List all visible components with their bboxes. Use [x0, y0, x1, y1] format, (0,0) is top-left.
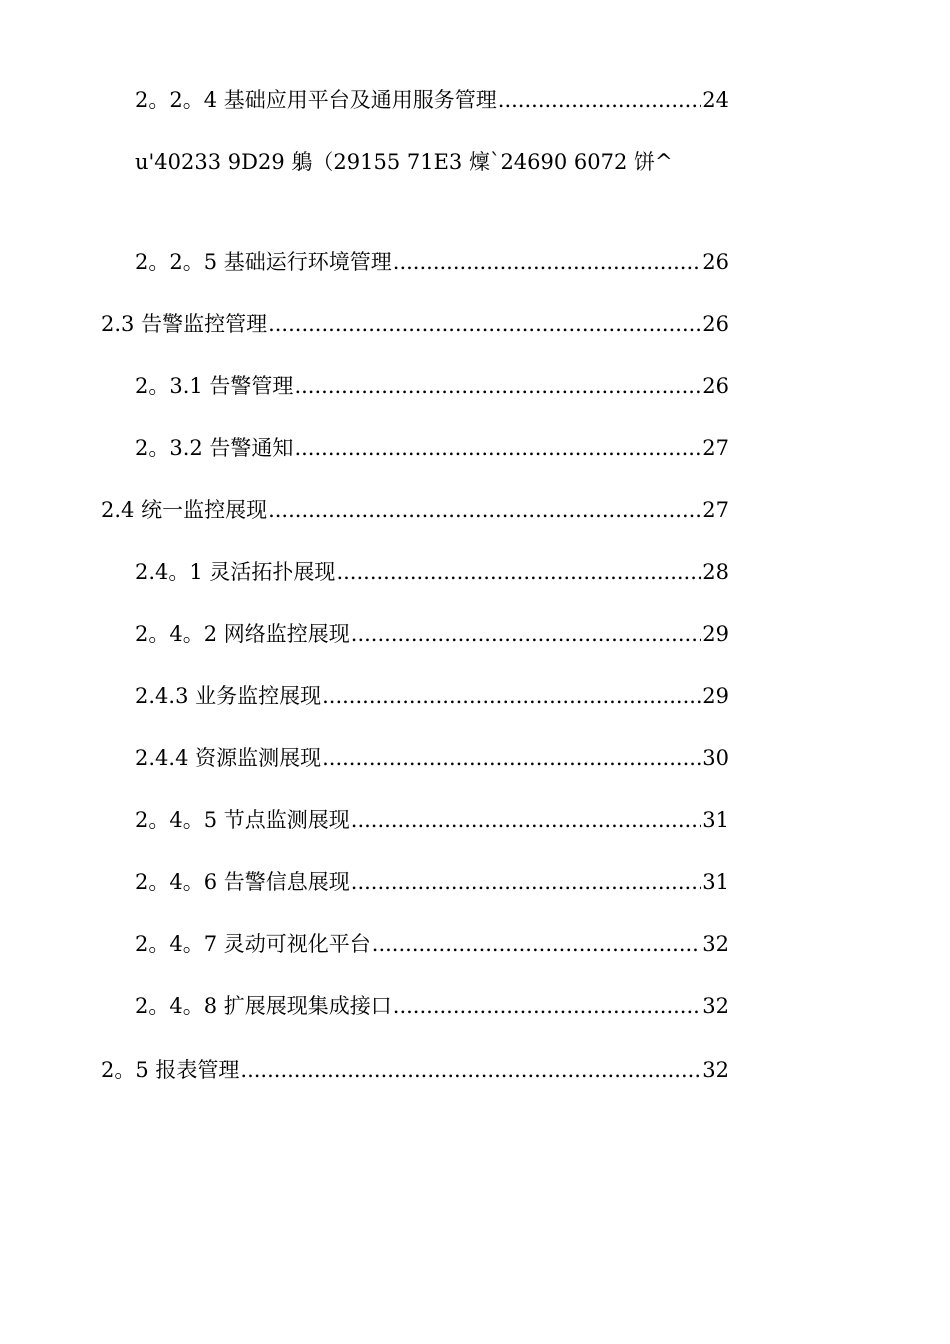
toc-dot-leader [498, 80, 702, 120]
toc-entry-label: 2。5 报表管理 [101, 1058, 240, 1082]
toc-entry-page: 29 [702, 684, 729, 708]
toc-line [0, 986, 950, 1026]
toc-entry-label: 2。4。6 告警信息展现 [135, 870, 350, 894]
toc-entry[interactable] [135, 242, 729, 282]
toc-entry-label: 2.3 告警监控管理 [101, 312, 268, 336]
toc-entry-page: 26 [702, 250, 729, 274]
toc-entry-page: 32 [702, 1058, 729, 1082]
toc-entry[interactable] [135, 428, 729, 468]
toc-line [0, 366, 950, 406]
toc-entry[interactable] [135, 924, 729, 964]
toc-entry-label: 2.4.4 资源监测展现 [135, 746, 322, 770]
toc-entry[interactable] [135, 986, 729, 1026]
toc-entry-page: 32 [702, 994, 729, 1018]
toc-line [0, 738, 950, 778]
toc-entry-label: 2。2。5 基础运行环境管理 [135, 250, 392, 274]
toc-line [0, 614, 950, 654]
toc-line [0, 1050, 950, 1090]
toc-entry-label: 2。2。4 基础应用平台及通用服务管理 [135, 88, 497, 112]
toc-entry-page: 27 [702, 436, 729, 460]
toc-entry-page: 30 [702, 746, 729, 770]
toc-entry[interactable] [135, 800, 729, 840]
toc-entry-page: 27 [702, 498, 729, 522]
toc-entry-label: 2。4。5 节点监测展现 [135, 808, 350, 832]
toc-entry[interactable] [135, 738, 729, 778]
toc-entry-label: 2。4。8 扩展展现集成接口 [135, 994, 392, 1018]
toc-dot-leader [351, 614, 702, 654]
toc-entry[interactable] [101, 490, 729, 530]
toc-dot-leader [294, 428, 701, 468]
toc-line [0, 490, 950, 530]
toc-entry[interactable] [101, 1050, 729, 1090]
toc-entry-label: 2.4。1 灵活拓扑展现 [135, 560, 336, 584]
toc-entry-page: 29 [702, 622, 729, 646]
toc-entry-label: 2。3.2 告警通知 [135, 436, 294, 460]
toc-line [0, 304, 950, 344]
toc-dot-leader [268, 304, 701, 344]
toc-entry[interactable] [135, 366, 729, 406]
toc-line [0, 428, 950, 468]
toc-entry-page: 24 [702, 88, 729, 112]
toc-dot-leader [351, 800, 702, 840]
toc-line [0, 552, 950, 592]
toc-entry[interactable] [135, 80, 729, 120]
toc-line [0, 80, 950, 120]
toc-dot-leader [393, 242, 702, 282]
toc-entry-label: 2.4 统一监控展现 [101, 498, 268, 522]
toc-entry[interactable] [135, 614, 729, 654]
toc-dot-leader [240, 1050, 701, 1090]
toc-line [0, 800, 950, 840]
toc-line [0, 924, 950, 964]
toc-dot-leader [393, 986, 702, 1026]
toc-entry-page: 31 [702, 870, 729, 894]
toc-line [0, 862, 950, 902]
toc-dot-leader [336, 552, 701, 592]
toc-entry-page: 28 [702, 560, 729, 584]
toc-entry-page: 26 [702, 374, 729, 398]
toc-entry[interactable] [135, 552, 729, 592]
toc-entry[interactable] [135, 676, 729, 716]
toc-entry-page: 26 [702, 312, 729, 336]
garbled-text-line: u'40233 9D29 鵢（29155 71E3 燣`24690 6072 饼^ [135, 150, 673, 174]
toc-line [0, 676, 950, 716]
toc-entry-page: 31 [702, 808, 729, 832]
toc-dot-leader [351, 862, 702, 902]
toc-entry-label: 2。4。2 网络监控展现 [135, 622, 350, 646]
toc-entry-label: 2。3.1 告警管理 [135, 374, 294, 398]
toc-dot-leader [268, 490, 701, 530]
toc-entry-page: 32 [702, 932, 729, 956]
toc-entry-label: 2。4。7 灵动可视化平台 [135, 932, 371, 956]
toc-dot-leader [322, 738, 701, 778]
toc-entry[interactable] [135, 862, 729, 902]
toc-dot-leader [372, 924, 702, 964]
toc-entry[interactable] [101, 304, 729, 344]
toc-line [0, 242, 950, 282]
toc-entry-label: 2.4.3 业务监控展现 [135, 684, 322, 708]
toc-dot-leader [294, 366, 701, 406]
toc-dot-leader [322, 676, 701, 716]
